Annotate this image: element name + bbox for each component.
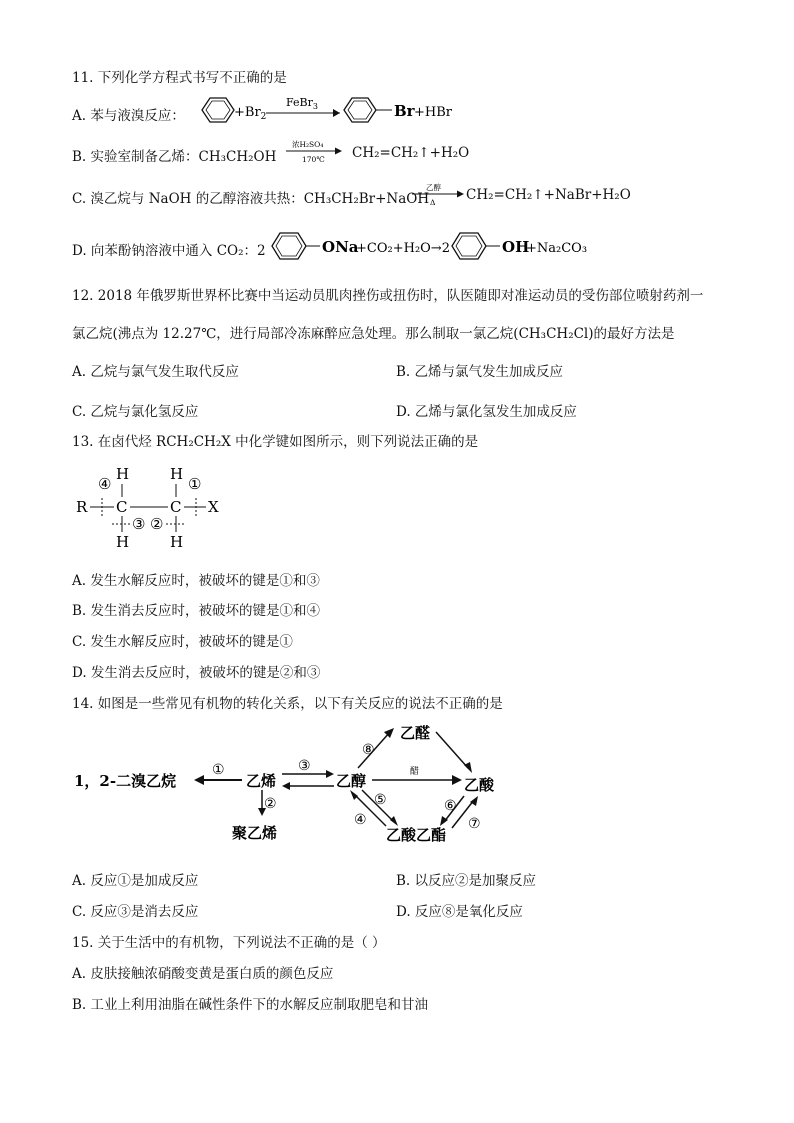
node-ethanol: 乙醇 (336, 772, 367, 790)
svg-text:H: H (116, 533, 130, 551)
svg-text:乙醇: 乙醇 (426, 183, 441, 192)
svg-text:H: H (116, 465, 130, 483)
q15-option-a: A. 皮肤接触浓硝酸变黄是蛋白质的颜色反应 (72, 966, 334, 982)
node-acetic-acid: 乙酸 (464, 776, 495, 794)
q11-c-condition-arrow (410, 181, 468, 209)
svg-text:ONa: ONa (322, 238, 359, 256)
svg-text:+CO₂+H₂O→2: +CO₂+H₂O→2 (356, 241, 450, 256)
svg-text:⑥: ⑥ (444, 798, 457, 814)
svg-text:③: ③ (132, 515, 146, 533)
svg-text:醋: 醋 (410, 767, 420, 777)
q13-option-d: D. 发生消去反应时，被破坏的键是②和③ (72, 665, 321, 681)
q11-d-equation (268, 228, 598, 264)
q11-option-a (72, 104, 185, 124)
q14-option-d: D. 反应⑧是氧化反应 (396, 904, 523, 920)
benzene-ring-icon (202, 98, 234, 122)
q11-a-br: Br (394, 102, 415, 120)
node-dibromoethane: 1，2-二溴乙烷 (74, 772, 177, 790)
q11-option-d (72, 239, 266, 259)
svg-text:⑦: ⑦ (468, 816, 481, 832)
q12-option-c: C. 乙烷与氯化氢反应 (72, 404, 199, 420)
svg-text:C: C (116, 498, 128, 516)
node-ethyl-acetate: 乙酸乙酯 (386, 826, 447, 844)
svg-text:④: ④ (354, 812, 367, 828)
q14-stem: 14. 如图是一些常见有机物的转化关系，以下有关反应的说法不正确的是 (72, 696, 503, 712)
q11-c-product: CH₂=CH₂↑+NaBr+H₂O (466, 187, 631, 203)
svg-text:⑤: ⑤ (374, 792, 387, 808)
phenoxide-ring-icon (272, 233, 306, 259)
q11-c-text: C. 溴乙烷与 NaOH 的乙醇溶液共热：CH₃CH₂Br+NaOH (72, 191, 430, 207)
q15-stem: 15. 关于生活中的有机物，下列说法不正确的是（ ） (72, 935, 386, 951)
q14-option-c: C. 反应③是消去反应 (72, 904, 199, 920)
q11-a-hbr: +HBr (414, 105, 452, 120)
svg-text:②: ② (264, 796, 277, 812)
q12-option-a: A. 乙烷与氯气发生取代反应 (72, 364, 239, 380)
q11-d-text: D. 向苯酚钠溶液中通入 CO₂：2 (72, 243, 266, 259)
q11-b-product: CH₂=CH₂↑+H₂O (352, 145, 470, 161)
svg-text:①: ① (188, 475, 202, 493)
svg-text:①: ① (212, 762, 225, 778)
q12-stem-line2: 氯乙烷(沸点为 12.27℃，进行局部冷冻麻醉应急处理。那么制取一氯乙烷(CH₃CH₂Cl)的最好方法是 (72, 326, 675, 342)
svg-text:R: R (76, 498, 88, 516)
svg-text:②: ② (150, 515, 164, 533)
svg-text:X: X (208, 498, 219, 516)
q11-a-br2: $+Br_2$ (234, 105, 267, 122)
svg-text:浓H₂SO₄: 浓H₂SO₄ (292, 140, 324, 149)
q13-stem: 13. 在卤代烃 RCH₂CH₂X 中化学键如图所示，则下列说法正确的是 (72, 434, 479, 450)
node-acetaldehyde: 乙醛 (400, 724, 431, 742)
q14-conversion-diagram (72, 718, 532, 850)
svg-text:H: H (170, 465, 184, 483)
q11-a-equation (196, 94, 456, 128)
q15-option-b: B. 工业上利用油脂在碱性条件下的水解反应制取肥皂和甘油 (72, 997, 429, 1013)
q11-a-catalyst: FeBr$_3$ (286, 96, 318, 111)
q14-option-b: B. 以反应②是加聚反应 (396, 873, 537, 889)
q13-option-a: A. 发生水解反应时，被破坏的键是①和③ (72, 573, 320, 589)
svg-text:C: C (170, 498, 182, 516)
bromobenzene-ring-icon (344, 98, 376, 122)
svg-text:Δ: Δ (430, 198, 436, 207)
svg-text:H: H (170, 533, 184, 551)
svg-text:OH: OH (502, 238, 530, 256)
q13-structure-diagram (72, 462, 242, 552)
q12-option-d: D. 乙烯与氯化氢发生加成反应 (396, 404, 577, 420)
q11-option-c (72, 187, 429, 207)
benzene-ring-inner (206, 101, 230, 119)
q11-a-label: A. 苯与液溴反应： (72, 108, 185, 124)
q13-option-b: B. 发生消去反应时，被破坏的键是①和④ (72, 603, 321, 619)
phenol-ring-icon (452, 233, 486, 259)
svg-text:③: ③ (298, 758, 311, 774)
q14-option-a: A. 反应①是加成反应 (72, 873, 199, 889)
q11-option-b (72, 145, 276, 165)
svg-text:170℃: 170℃ (302, 155, 325, 164)
q12-stem-line1: 12. 2018 年俄罗斯世界杯比赛中当运动员肌肉挫伤或扭伤时，队医随即对准运动员的受伤部位喷射药剂一 (72, 288, 704, 304)
svg-text:+Na₂CO₃: +Na₂CO₃ (526, 241, 588, 256)
node-ethylene: 乙烯 (246, 772, 277, 790)
q13-option-c: C. 发生水解反应时，被破坏的键是① (72, 634, 293, 650)
svg-text:④: ④ (98, 475, 112, 493)
q12-option-b: B. 乙烯与氯气发生加成反应 (396, 364, 564, 380)
q11-b-condition-arrow (284, 138, 346, 166)
svg-text:⑧: ⑧ (362, 742, 375, 758)
q11-b-text: B. 实验室制备乙烯：CH₃CH₂OH (72, 149, 277, 165)
q11-stem: 11. 下列化学方程式书写不正确的是 (72, 70, 287, 86)
node-polyethylene: 聚乙烯 (232, 824, 278, 842)
